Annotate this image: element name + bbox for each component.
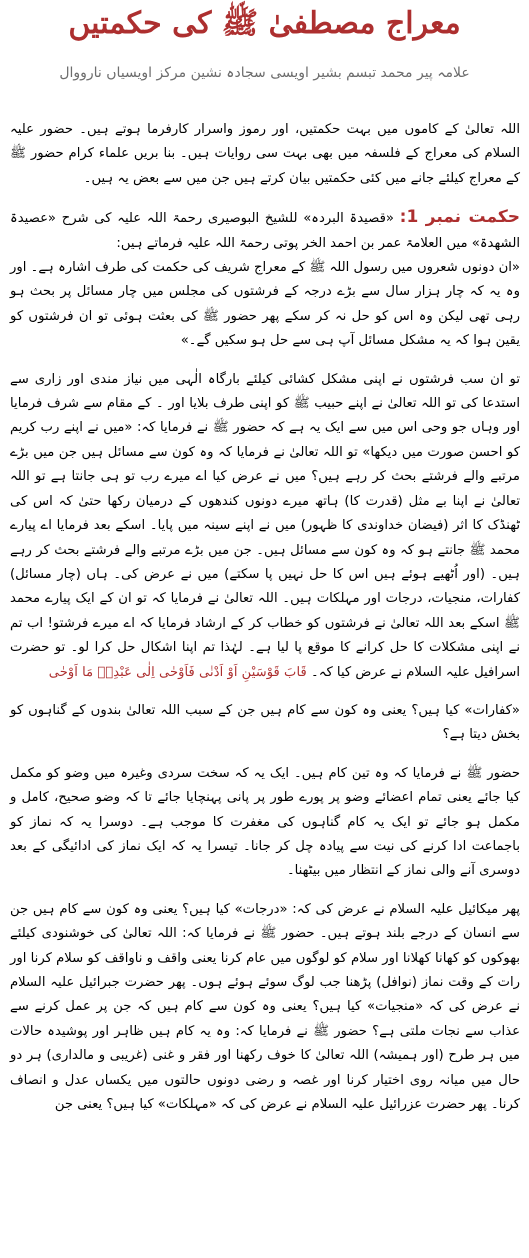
wisdom-one-quote-paragraph: «ان دونوں شعروں میں رسول اللہ ﷺ کے معراج شریف کی حکمت کی طرف اشارہ ہے۔ اور وہ یہ کہ چار ہزار سال سے بڑے درجہ کے فرشتوں کی مجلس میں چار مسائل پر بحث ہو رہی تھی لیکن وہ اس کو حل نہ کر سکے پھر حضور ﷺ کی بعثت ہوئی تو ان فرشتوں کو یقین ہوا کہ یہ مشکل مسائل آپ ہی سے حل ہو سکیں گے۔»: [10, 260, 520, 349]
angels-request-paragraph: [10, 368, 520, 685]
wisdom-number-label: حکمت نمبر 1:: [399, 207, 520, 228]
article-title: معراج مصطفیٰ ﷺ کی حکمتیں: [68, 6, 461, 41]
angels-request-text: تو ان سب فرشتوں نے اپنی مشکل کشائی کیلئے بارگاہ الٰہی میں نیاز مندی اور زاری سے استدعا کی تو اللہ تعالیٰ نے اپنے حبیب ﷺ کو اپنی طرف بلایا اور ۔ کے مقام سے شرف فرمایا اور وہاں جو وحی اس میں سے ایک یہ ہے کہ حضور ﷺ نے فرمایا کہ: «میں نے اپنے رب کریم کو احسن صورت میں دیکھا» تو اللہ تعالیٰ نے فرمایا کہ وہ کون سے مسائل ہیں جن میں بڑے مرتبے والے فرشتے بحث کر رہے ہیں؟ میں نے عرض کیا اے میرے رب تو ہی جانتا ہے تو اللہ تعالیٰ نے اپنا بے مثل (قدرت کا) ہاتھ میرے دونوں کندھوں کے درمیان رکھا حتیٰ کہ اس کی ٹھنڈک کا اثر (فیضان خداوندی کا ظہور) میں نے اپنے سینہ میں پایا۔ اسکے بعد فرمایا اے پیارے محمد ﷺ جانتے ہو کہ وہ کون سے مسائل ہیں۔ جن میں بڑے مرتبے والے فرشتے بحث کر رہے ہیں۔ (اور اُٹھیے ہوئے ہیں اس کا حل نہیں پا سکتے) میں نے عرض کی۔ ہاں (چار مسائل) کفارات، منجیات، درجات اور مہلکات ہیں۔ اللہ تعالیٰ نے فرمایا کہ تو ان کے ایک پیارے محمد ﷺ اسکے بعد اللہ تعالیٰ نے فرشتوں کو خطاب کر کے ارشاد فرمایا کہ اے میرے فرشتو! اب تم نے اپنی مشکلات کا حل کرانے کا موقع پا لیا ہے۔ لہٰذا تم اپنا اشکال حل کرا لو۔ تو حضرت اسرافیل علیہ السلام نے عرض کیا کہ۔: [10, 371, 520, 680]
kaffarat-question-paragraph: «کفارات» کیا ہیں؟ یعنی وہ کون سے کام ہیں جن کے سبب اللہ تعالیٰ بندوں کے گناہوں کو بخش دیتا ہے؟: [10, 702, 520, 743]
darajat-paragraph: پھر میکائیل علیہ السلام نے عرض کی کہ: «درجات» کیا ہیں؟ یعنی وہ کون سے کام ہیں جن سے انسان کے درجے بلند ہوتے ہیں۔ حضور ﷺ نے فرمایا کہ: اللہ تعالیٰ کی خوشنودی کیلئے بھوکوں کو کھانا کھلانا اور سلام کو لوگوں میں عام کرنا یعنی واقف و ناواقف کو سلام کرنا اور رات کے وقت نماز (نوافل) پڑھنا جب لوگ سوئے ہوئے ہوں۔ پھر حضرت جبرائیل علیہ السلام نے عرض کی کہ «منجیات» کیا ہیں؟ یعنی وہ کون سے کام ہیں کہ جن پر عمل کرنے سے عذاب سے نجات ملتی ہے؟ حضور ﷺ نے فرمایا کہ: وہ یہ کام ہیں ظاہر اور پوشیدہ حالات میں ہر طرح (اور ہمیشہ) اللہ تعالیٰ کا خوف رکھنا اور فقر و غنی (غریبی و مالداری) ہر دو حال میں میانہ روی اختیار کرنا اور غصہ و رضی دونوں حالتوں میں یکساں عدل و انصاف کرنا۔ پھر حضرت عزرائیل علیہ السلام نے عرض کی کہ «مہلکات» کیا ہیں؟ یعنی جن: [10, 901, 520, 1113]
article-byline: علامہ پیر محمد تبسم بشیر اویسی سجادہ نشین مرکز اویسیاں نارووال: [59, 65, 470, 81]
intro-paragraph: اللہ تعالیٰ کے کاموں میں بہت حکمتیں، اور رموز واسرار کارفرما ہوتے ہیں۔ حضور علیہ السلام کی معراج کے فلسفہ میں بھی بہت سی روایات ہیں۔ بنا بریں علماء کرام حضور ﷺ کے معراج کیلئے جانے میں کئی حکمتیں بیان کرتے ہیں جن میں سے بعض یہ ہیں۔: [10, 122, 520, 186]
article-body: [10, 118, 520, 1117]
wisdom-one-heading-paragraph: [10, 205, 520, 256]
kaffarat-answer-paragraph: حضور ﷺ نے فرمایا کہ وہ تین کام ہیں۔ ایک یہ کہ سخت سردی وغیرہ میں وضو کو مکمل کیا جائے یعنی تمام اعضائے وضو پر پورے طور پر پانی پہنچایا جائے تا کہ وضو صحیح، کامل و مکمل ہو جائے تو ایک یہ کام گناہوں کی مغفرت کا موجب ہے۔ دوسرا یہ کہ نماز کو باجماعت ادا کرنے کی نیت سے پیادہ چل کر جانا۔ تیسرا یہ کہ ایک نماز کی ادائیگی کے بعد دوسری آنے والی نماز کے انتظار میں بیٹھنا۔: [10, 765, 520, 879]
quran-verse: قَابَ قَوْسَيْنِ اَوْ اَدْنٰى فَاَوْحٰى اِلٰى عَبْدِهٖ مَا اَوْحٰى: [48, 664, 307, 680]
wisdom-one-intro: «قصیدۃ البردہ» للشیخ البوصیری رحمۃ اللہ علیہ کی شرح «عصیدۃ الشھدۃ» میں العلامۃ عمر بن احمد الخر پوتی رحمۃ اللہ علیہ فرماتے ہیں:: [10, 211, 520, 251]
